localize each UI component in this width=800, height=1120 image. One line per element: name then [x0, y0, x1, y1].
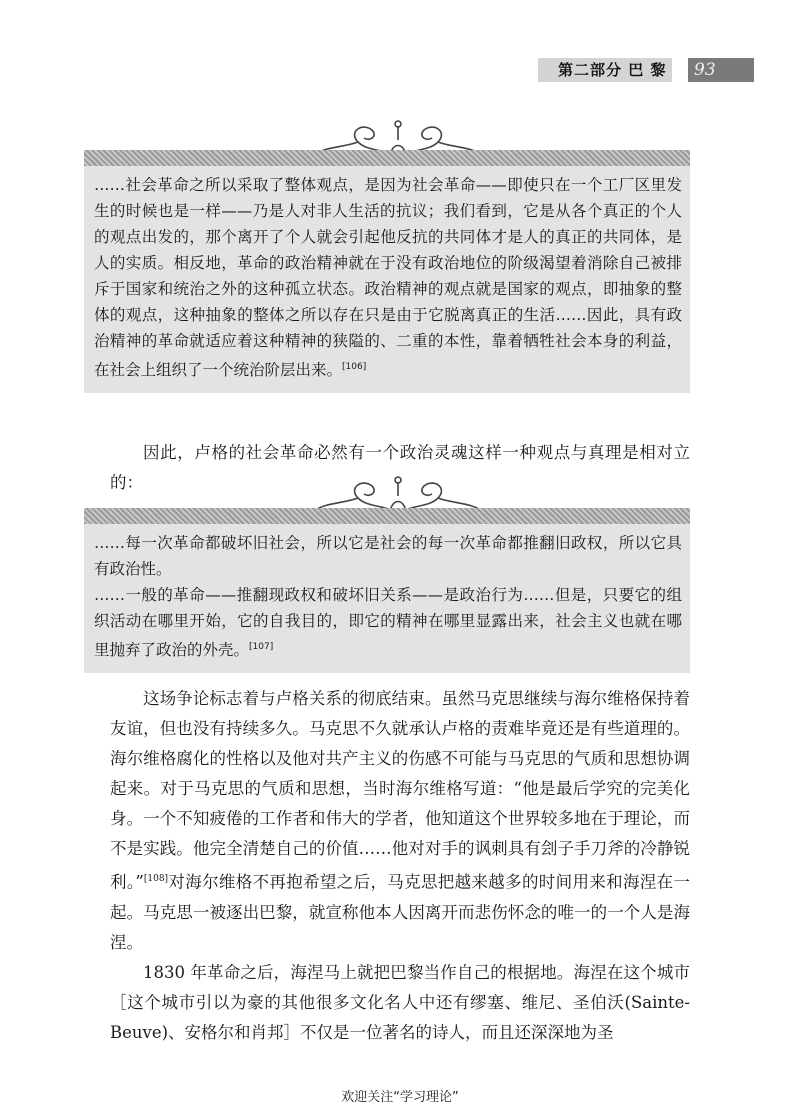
footnote-ref: [106] [342, 362, 367, 372]
block-quote-1 [84, 150, 690, 393]
transition-text: 因此，卢格的社会革命必然有一个政治灵魂这样一种观点与真理是相对立的： [110, 443, 690, 492]
footnote-ref: [108] [143, 874, 169, 884]
page-footer: 欢迎关注“学习理论” [341, 1090, 459, 1105]
body-paragraph-2: 1830 年革命之后，海涅马上就把巴黎当作自己的根据地。海涅在这个城市［这个城市引以为豪的其他很多文化名人中还有缪塞、维尼、圣伯沃(Sainte-Beuve)、安格尔和肖邦］不仅是一位著名的诗人，而且还深深地为圣 [110, 962, 690, 1042]
footnote-ref: [107] [249, 642, 274, 652]
block-quote-2 [84, 508, 690, 673]
main-body [110, 684, 690, 1048]
quote-1-text: ……社会革命之所以采取了整体观点，是因为社会革命——即使只在一个工厂区里发生的时候也是一样——乃是人对非人生活的抗议；我们看到，它是从各个真正的个人的观点出发的，那个离开了个人就会引起他反抗的共同体才是人的真正的共同体，是人的实质。相反地，革命的政治精神就在于没有政治地位的阶级渴望着消除自己被排斥于国家和统治之外的这种孤立状态。政治精神的观点就是国家的观点，即抽象的整体的观点，这种抽象的整体之所以存在只是由于它脱离真正的生活……因此，具有政治精神的革命就适应着这种精神的狭隘的、二重的本性，靠着牺牲社会本身的利益，在社会上组织了一个统治阶层出来。[106] [94, 176, 682, 380]
body-paragraph-1: 这场争论标志着与卢格关系的彻底结束。虽然马克思继续与海尔维格保持着友谊，但也没有持续多久。马克思不久就承认卢格的责难毕竟还是有些道理的。海尔维格腐化的性格以及他对共产主义的伤感不可能与马克思的气质和思想协调起来。对于马克思的气质和思想，当时海尔维格写道：“他是最后学究的完美化身。一个不知疲倦的工作者和伟大的学者，他知道这个世界较多地在于理论，而不是实践。他完全清楚自己的价值……他对对手的讽刺具有刽子手刀斧的冷静锐利。”[108]对海尔维格不再抱希望之后，马克思把越来越多的时间用来和海涅在一起。马克思一被逐出巴黎，就宣称他本人因离开而悲伤怀念的唯一的一个人是海涅。 [110, 689, 690, 952]
quote-2-para-2: ……一般的革命——推翻现政权和破坏旧关系——是政治行为……但是，只要它的组织活动在哪里开始，它的自我目的，即它的精神在哪里显露出来，社会主义也就在哪里抛弃了政治的外壳。[107] [94, 586, 682, 660]
quote-band [84, 150, 690, 166]
page-number: 93 [688, 58, 754, 82]
quote-band [84, 508, 690, 524]
running-header [538, 58, 748, 82]
section-title: 第二部分 巴 黎 [538, 58, 672, 82]
quote-2-para-1: ……每一次革命都破坏旧社会，所以它是社会的每一次革命都推翻旧政权，所以它具有政治性。 [94, 534, 682, 578]
